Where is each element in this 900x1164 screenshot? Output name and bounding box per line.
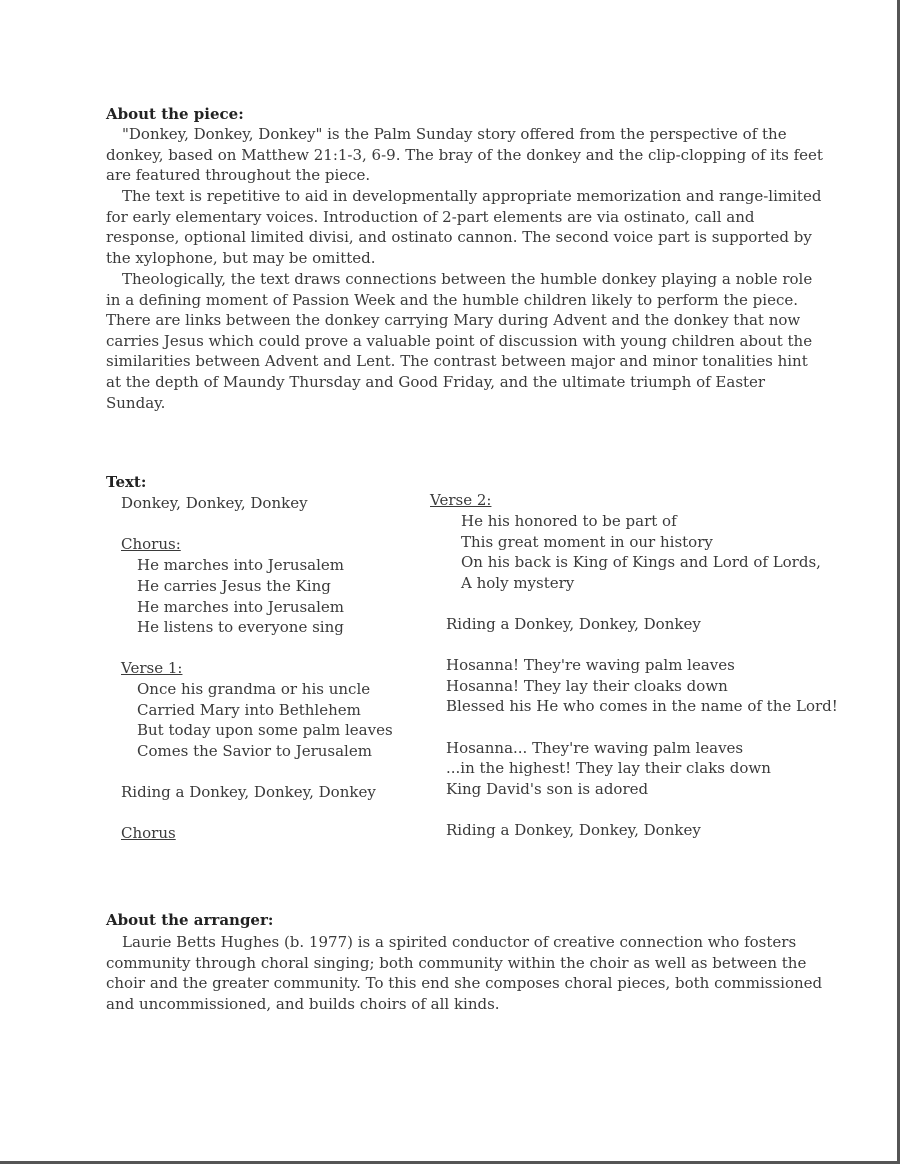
- verse1-line: But today upon some palm leaves: [137, 721, 393, 739]
- chorus-line: He listens to everyone sing: [137, 618, 344, 636]
- about-piece-paragraph-2: The text is repetitive to aid in developmentally appropriate memorization and range-limited for early elementary voices. Introduction of 2-part elements are via ostinato, call and response, optional limited divisi, and ostinato cannon. The second voice part is supported by the xylophone, but may be omitted.: [106, 187, 822, 267]
- verse1-line: Comes the Savior to Jerusalem: [137, 742, 372, 760]
- verse1-label: Verse 1:: [121, 659, 183, 677]
- hosanna-line: ...in the highest! They lay their claks down: [446, 759, 771, 777]
- verse2-line: On his back is King of Kings and Lord of Lords,: [461, 553, 821, 571]
- verse1-line: Once his grandma or his uncle: [137, 680, 371, 698]
- title-line: Donkey, Donkey, Donkey: [121, 494, 308, 512]
- text-heading: Text:: [106, 473, 147, 491]
- about-arranger-heading: About the arranger:: [106, 911, 274, 929]
- chorus-line: He carries Jesus the King: [137, 577, 331, 595]
- about-piece-paragraph-3: Theologically, the text draws connections between the humble donkey playing a noble role in a defining moment of Passion Week and the humble children likely to perform the piece. There are links between the donkey carrying Mary during Advent and the donkey that now carries Jesus which could prove a valuable point of discussion with young children about the similarities between Advent and Lent. The contrast between major and minor tonalities hint at the depth of Maundy Thursday and Good Friday, and the ultimate triumph of Easter Sunday.: [106, 270, 813, 412]
- riding-line-left: Riding a Donkey, Donkey, Donkey: [121, 783, 376, 801]
- hosanna-line: Hosanna! They lay their cloaks down: [446, 677, 728, 695]
- about-piece-heading: About the piece:: [106, 105, 244, 123]
- verse2-line: This great moment in our history: [461, 533, 713, 551]
- chorus-reference: Chorus: [121, 824, 176, 842]
- chorus-label: Chorus:: [121, 535, 181, 553]
- verse2-line: A holy mystery: [461, 574, 575, 592]
- chorus-line: He marches into Jerusalem: [137, 598, 345, 616]
- verse2-label: Verse 2:: [430, 491, 492, 509]
- verse2-line: He his honored to be part of: [461, 512, 677, 530]
- riding-line-right-2: Riding a Donkey, Donkey, Donkey: [446, 821, 701, 839]
- chorus-line: He marches into Jerusalem: [137, 556, 345, 574]
- verse1-line: Carried Mary into Bethlehem: [137, 701, 361, 719]
- hosanna-line: Hosanna! They're waving palm leaves: [446, 656, 735, 674]
- hosanna-line: King David's son is adored: [446, 780, 649, 798]
- hosanna-line: Hosanna... They're waving palm leaves: [446, 739, 744, 757]
- about-piece-paragraph-1: "Donkey, Donkey, Donkey" is the Palm Sunday story offered from the perspective of the donkey, based on Matthew 21:1-3, 6-9. The bray of the donkey and the clip-clopping of its feet are featured throughout the piece.: [106, 125, 823, 185]
- riding-line-right-1: Riding a Donkey, Donkey, Donkey: [446, 615, 701, 633]
- about-arranger-paragraph: Laurie Betts Hughes (b. 1977) is a spirited conductor of creative connection who fosters community through choral singing; both community within the choir as well as between the choir and the greater community. To this end she composes choral pieces, both commissioned and uncommissioned, and builds choirs of all kinds.: [106, 933, 823, 1013]
- hosanna-line: Blessed his He who comes in the name of the Lord!: [446, 697, 838, 715]
